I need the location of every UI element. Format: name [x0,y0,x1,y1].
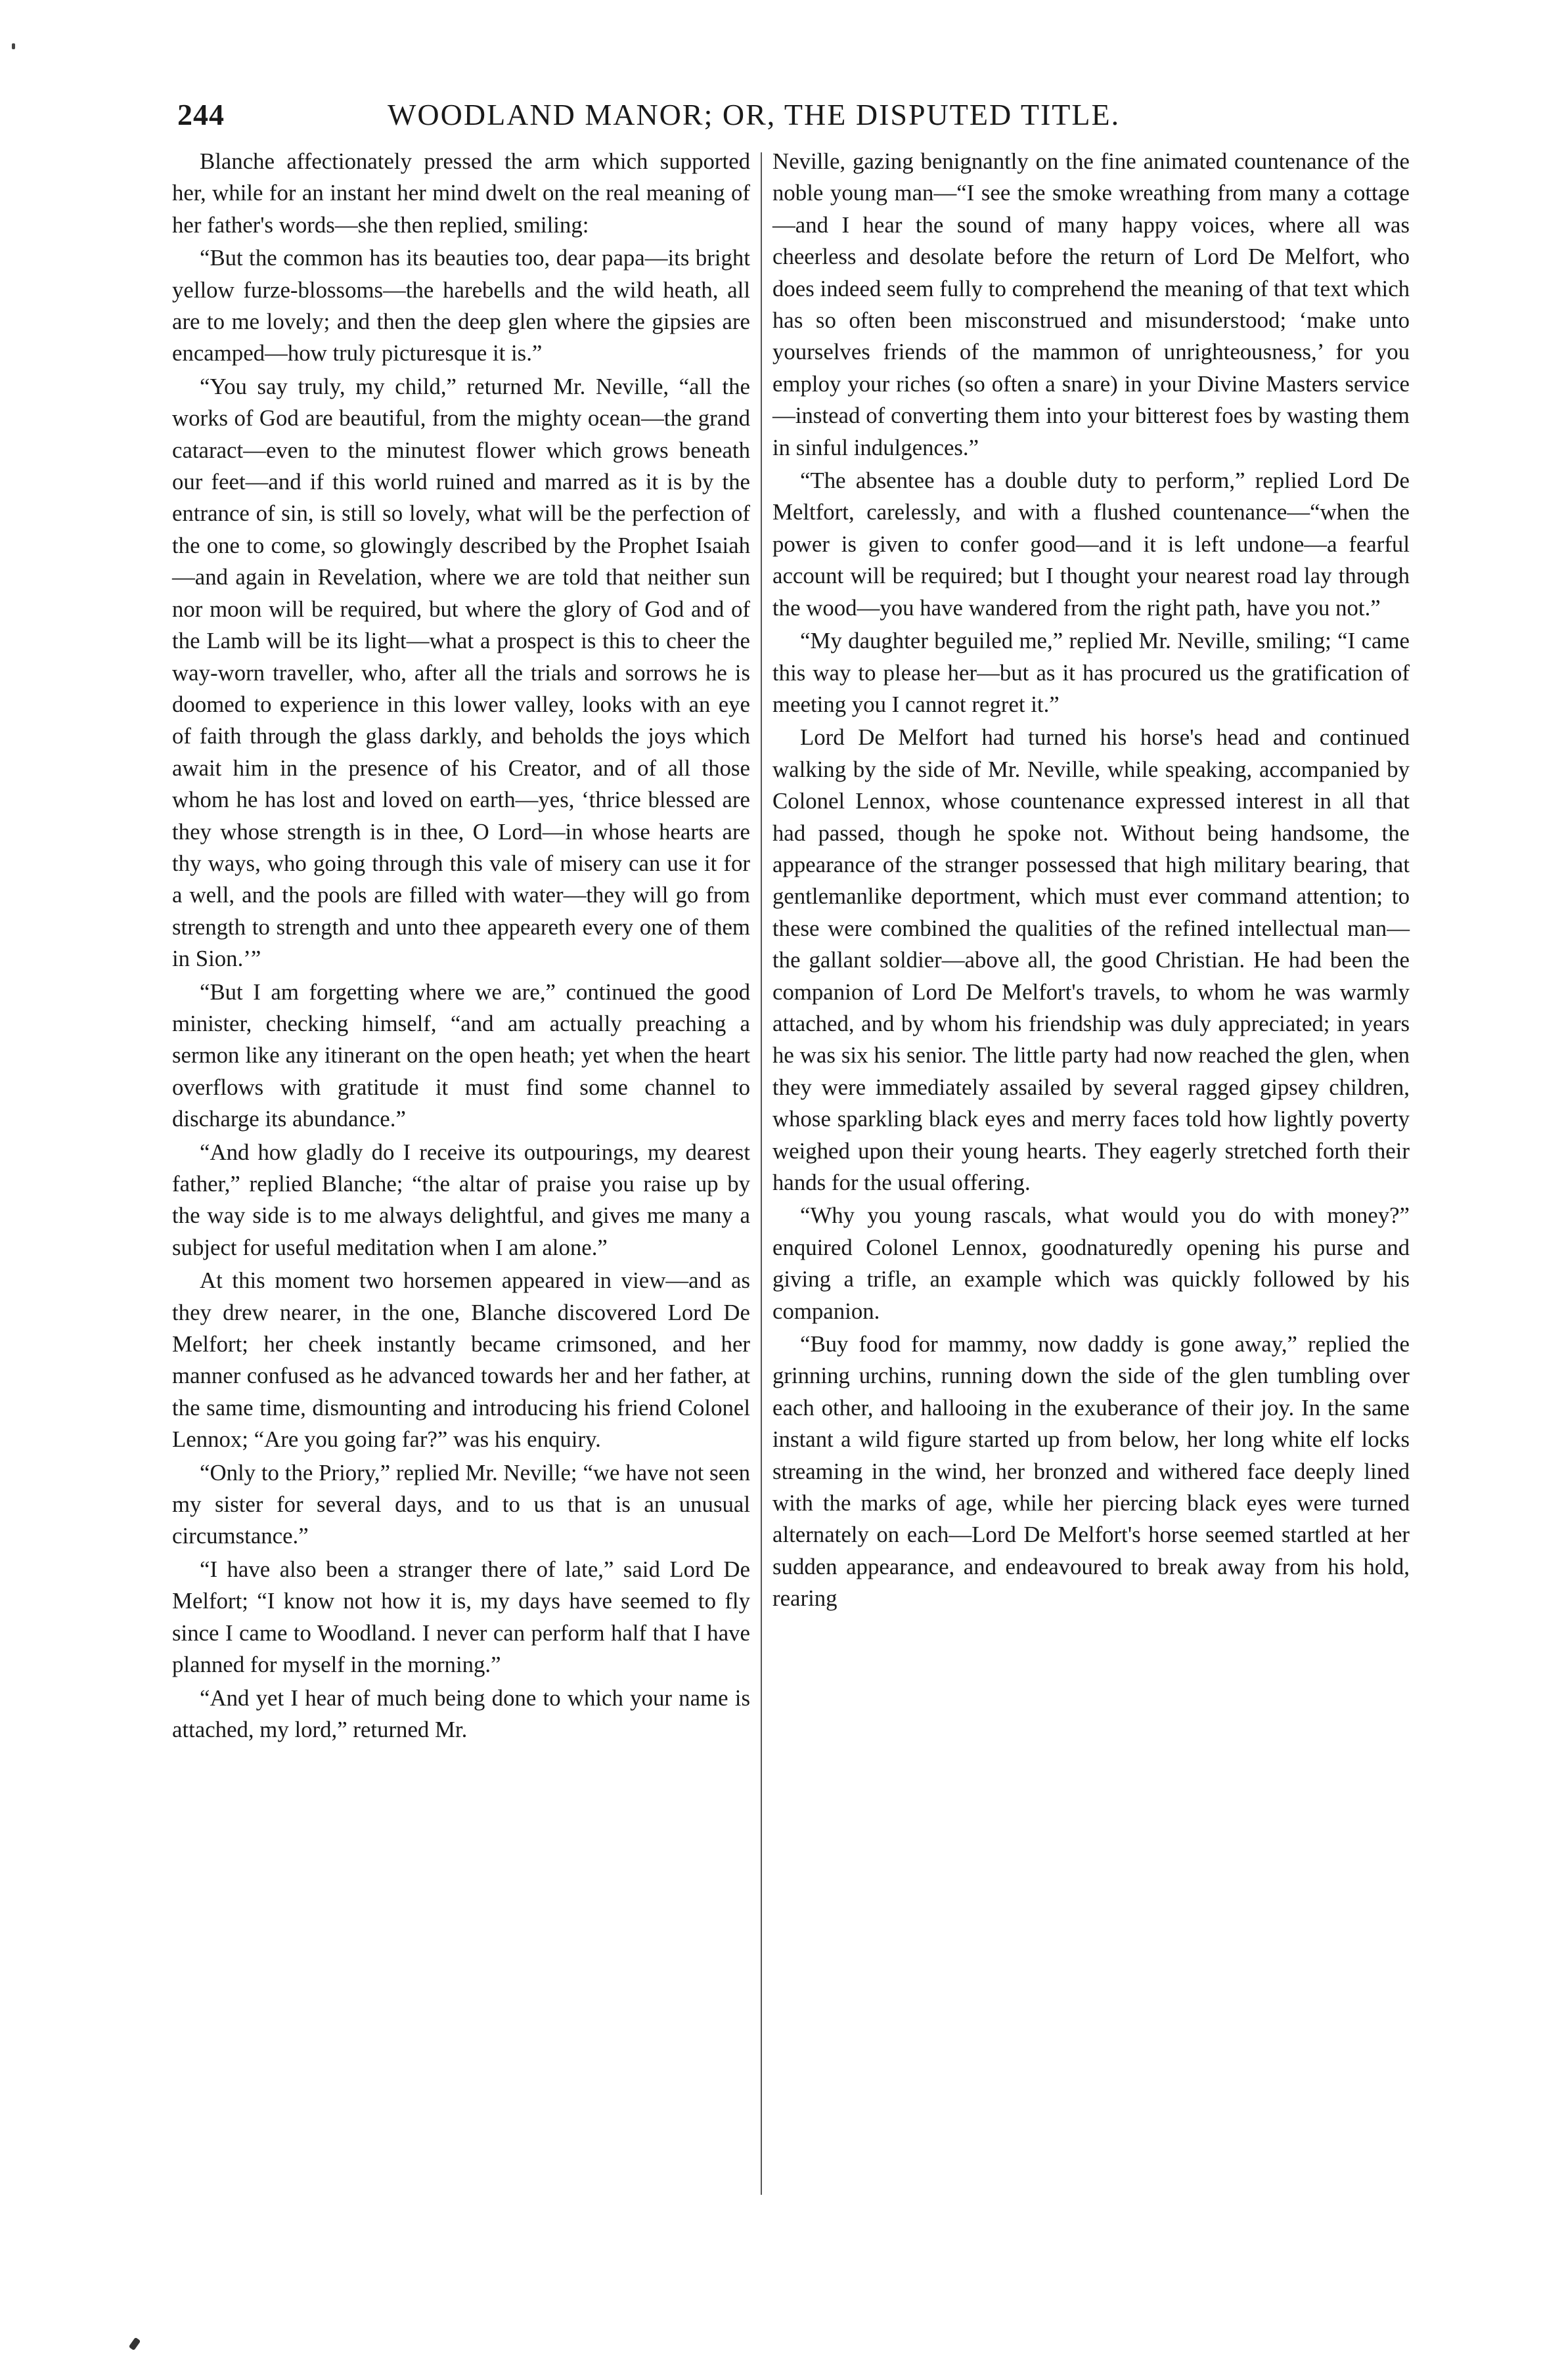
running-title: WOODLAND MANOR; OR, THE DISPUTED TITLE. [388,98,1121,131]
page-number: 244 [177,98,225,131]
paragraph: “And yet I hear of much being done to which your name is attached, my lord,” returned Mr. [172,1685,750,1742]
paragraph: “But I am forgetting where we are,” continued the good minister, checking himself, “and am actually preaching a sermon like any itinerant on the open heath; yet when the heart overflows with gratitude it must find some channel to discharge its abundance.” [172,979,750,1132]
paragraph: “And how gladly do I receive its outpourings, my dearest father,” replied Blanche; “the altar of praise you raise up by the way side is to me always delightful, and gives me many a subject for useful meditation when I am alone.” [172,1139,750,1260]
page-header [164,97,1412,143]
ink-speck [129,2337,141,2350]
column-divider [761,152,762,2195]
paragraph-continued: Neville, gazing benignantly on the fine animated countenance of the noble young man—“I see the smoke wreathing from many a cottage—and I hear the sound of many happy voices, where all was cheerless and desolate before the return of Lord De Melfort, who does indeed seem fully to comprehend the meaning of that text which has so often been misconstrued and misunderstood; ‘make unto yourselves friends of the mammon of unrighteousness,’ for you employ your riches (so often a snare) in your Divine Masters service—instead of converting them into your bitterest foes by wasting them in sinful indulgences.” [772,148,1410,460]
paragraph: “My daughter beguiled me,” replied Mr. Neville, smiling; “I came this way to please her—but as it has procured us the gratification of meeting you I cannot regret it.” [772,628,1410,717]
paragraph: “Buy food for mammy, now daddy is gone away,” replied the grinning urchins, running down the side of the glen tumbling over each other, and hallooing in the exuberance of their joy. In the same instant a wild figure started up from below, her long white elf locks streaming in the wind, her bronzed and withered face deeply lined with the marks of age, while her piercing black eyes were turned alternately on each—Lord De Melfort's horse seemed startled at her sudden appearance, and endeavoured to break away from his hold, rearing [772,1331,1410,1612]
paragraph: “But the common has its beauties too, dear papa—its bright yellow furze-blossoms—the harebells and the wild heath, all are to me lovely; and then the deep glen where the gipsies are encamped—how truly picturesque it is.” [172,245,750,366]
right-column [772,146,1410,1615]
paragraph: At this moment two horsemen appeared in view—and as they drew nearer, in the one, Blanche discovered Lord De Melfort; her cheek instantly became crimsoned, and her manner confused as he advanced towards her and her father, at the same time, dismounting and introducing his friend Colonel Lennox; “Are you going far?” was his enquiry. [172,1267,750,1453]
paragraph: Blanche affectionately pressed the arm which supported her, while for an instant her mind dwelt on the real meaning of her father's words—she then replied, smiling: [172,148,750,238]
paragraph: “You say truly, my child,” returned Mr. Neville, “all the works of God are beautiful, from the mighty ocean—the grand cataract—even to the minutest flower which grows beneath our feet—and if this world ruined and marred as it is by the entrance of sin, is still so lovely, what will be the perfection of the one to come, so glowingly described by the Prophet Isaiah—and again in Revelation, where we are told that neither sun nor moon will be required, but where the glory of God and of the Lamb will be its light—what a prospect is this to cheer the way-worn traveller, who, after all the trials and sorrows he is doomed to experience in this lower valley, looks with an eye of faith through the glass darkly, and beholds the joys which await him in the presence of his Creator, and of all those whom he has lost and loved on earth—yes, ‘thrice blessed are they whose strength is in thee, O Lord—in whose hearts are thy ways, who going through this vale of misery can use it for a well, and the pools are filled with water—they will go from strength to strength and unto thee appeareth every one of them in Sion.’” [172,373,750,972]
paragraph: “I have also been a stranger there of late,” said Lord De Melfort; “I know not how it is, my days have seemed to fly since I came to Woodland. I never can perform half that I have planned for myself in the morning.” [172,1556,750,1678]
ink-speck [12,43,15,49]
paragraph: Lord De Melfort had turned his horse's head and continued walking by the side of Mr. Neville, while speaking, accompanied by Colonel Lennox, whose countenance expressed interest in all that had passed, though he spoke not. Without being handsome, the appearance of the stranger possessed that high military bearing, that gentlemanlike deportment, which must ever command attention; to these were combined the qualities of the refined intellectual man—the gallant soldier—above all, the good Christian. He had been the companion of Lord De Melfort's travels, to whom he was warmly attached, and by whom his friendship was duly appreciated; in years he was six his senior. The little party had now reached the glen, when they were immediately assailed by several ragged gipsey children, whose sparkling black eyes and merry faces told how lightly poverty weighed upon their young hearts. They eagerly stretched forth their hands for the usual offering. [772,724,1410,1195]
paragraph: “The absentee has a double duty to perform,” replied Lord De Meltfort, carelessly, and with a flushed countenance—“when the power is given to confer good—and it is left undone—a fearful account will be required; but I thought your nearest road lay through the wood—you have wandered from the right path, have you not.” [772,468,1410,621]
paragraph: “Only to the Priory,” replied Mr. Neville; “we have not seen my sister for several days, and to us that is an unusual circumstance.” [172,1459,750,1549]
paragraph: “Why you young rascals, what would you do with money?” enquired Colonel Lennox, goodnaturedly opening his purse and giving a trifle, an example which was quickly followed by his companion. [772,1202,1410,1324]
left-column [172,146,750,1746]
